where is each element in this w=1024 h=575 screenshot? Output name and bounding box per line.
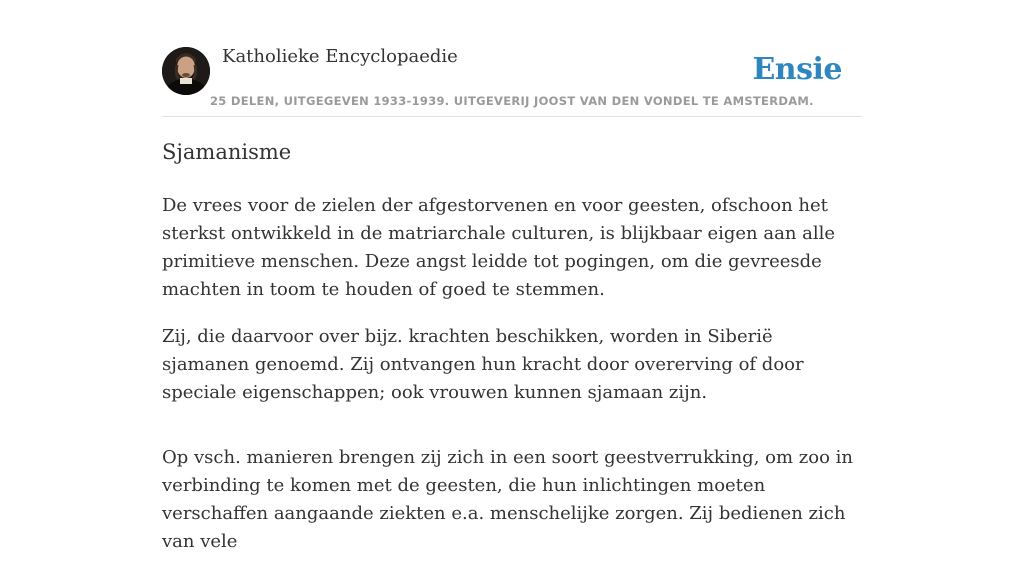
site-header [162, 0, 862, 117]
avatar[interactable] [162, 47, 210, 95]
page-container [162, 0, 862, 552]
portrait-icon [162, 47, 210, 95]
site-title[interactable]: Katholieke Encyclopaedie [222, 46, 458, 67]
brand-logo[interactable]: Ensie [752, 52, 842, 87]
article-title: Sjamanisme [162, 140, 292, 164]
article-paragraph: Zij, die daarvoor over bijz. krachten beschikken, worden in Siberië sjamanen genoemd. Zij ontvangen hun kracht door overerving of door speciale eigenschappen; ook vrouwen kunnen sjamaan zijn. [162, 326, 804, 403]
article-paragraph: Op vsch. manieren brengen zij zich in een soort geestverrukking, om zoo in verbinding te komen met de geesten, die hun inlichtingen moeten verschaffen aangaande ziekten e.a. menschelijke zorgen. Zij bedienen zich van vele [162, 447, 854, 552]
publication-subtitle: 25 DELEN, UITGEGEVEN 1933-1939. UITGEVERIJ JOOST VAN DEN VONDEL TE AMSTERDAM. [210, 94, 814, 108]
article-body [162, 192, 862, 575]
article-paragraph: De vrees voor de zielen der afgestorvenen en voor geesten, ofschoon het sterkst ontwikkeld in de matriarchale culturen, is blijkbaar eigen aan alle primitieve menschen. Deze angst leidde tot pogingen, om die gevreesde machten in toom te houden of goed te stemmen. [162, 195, 836, 300]
